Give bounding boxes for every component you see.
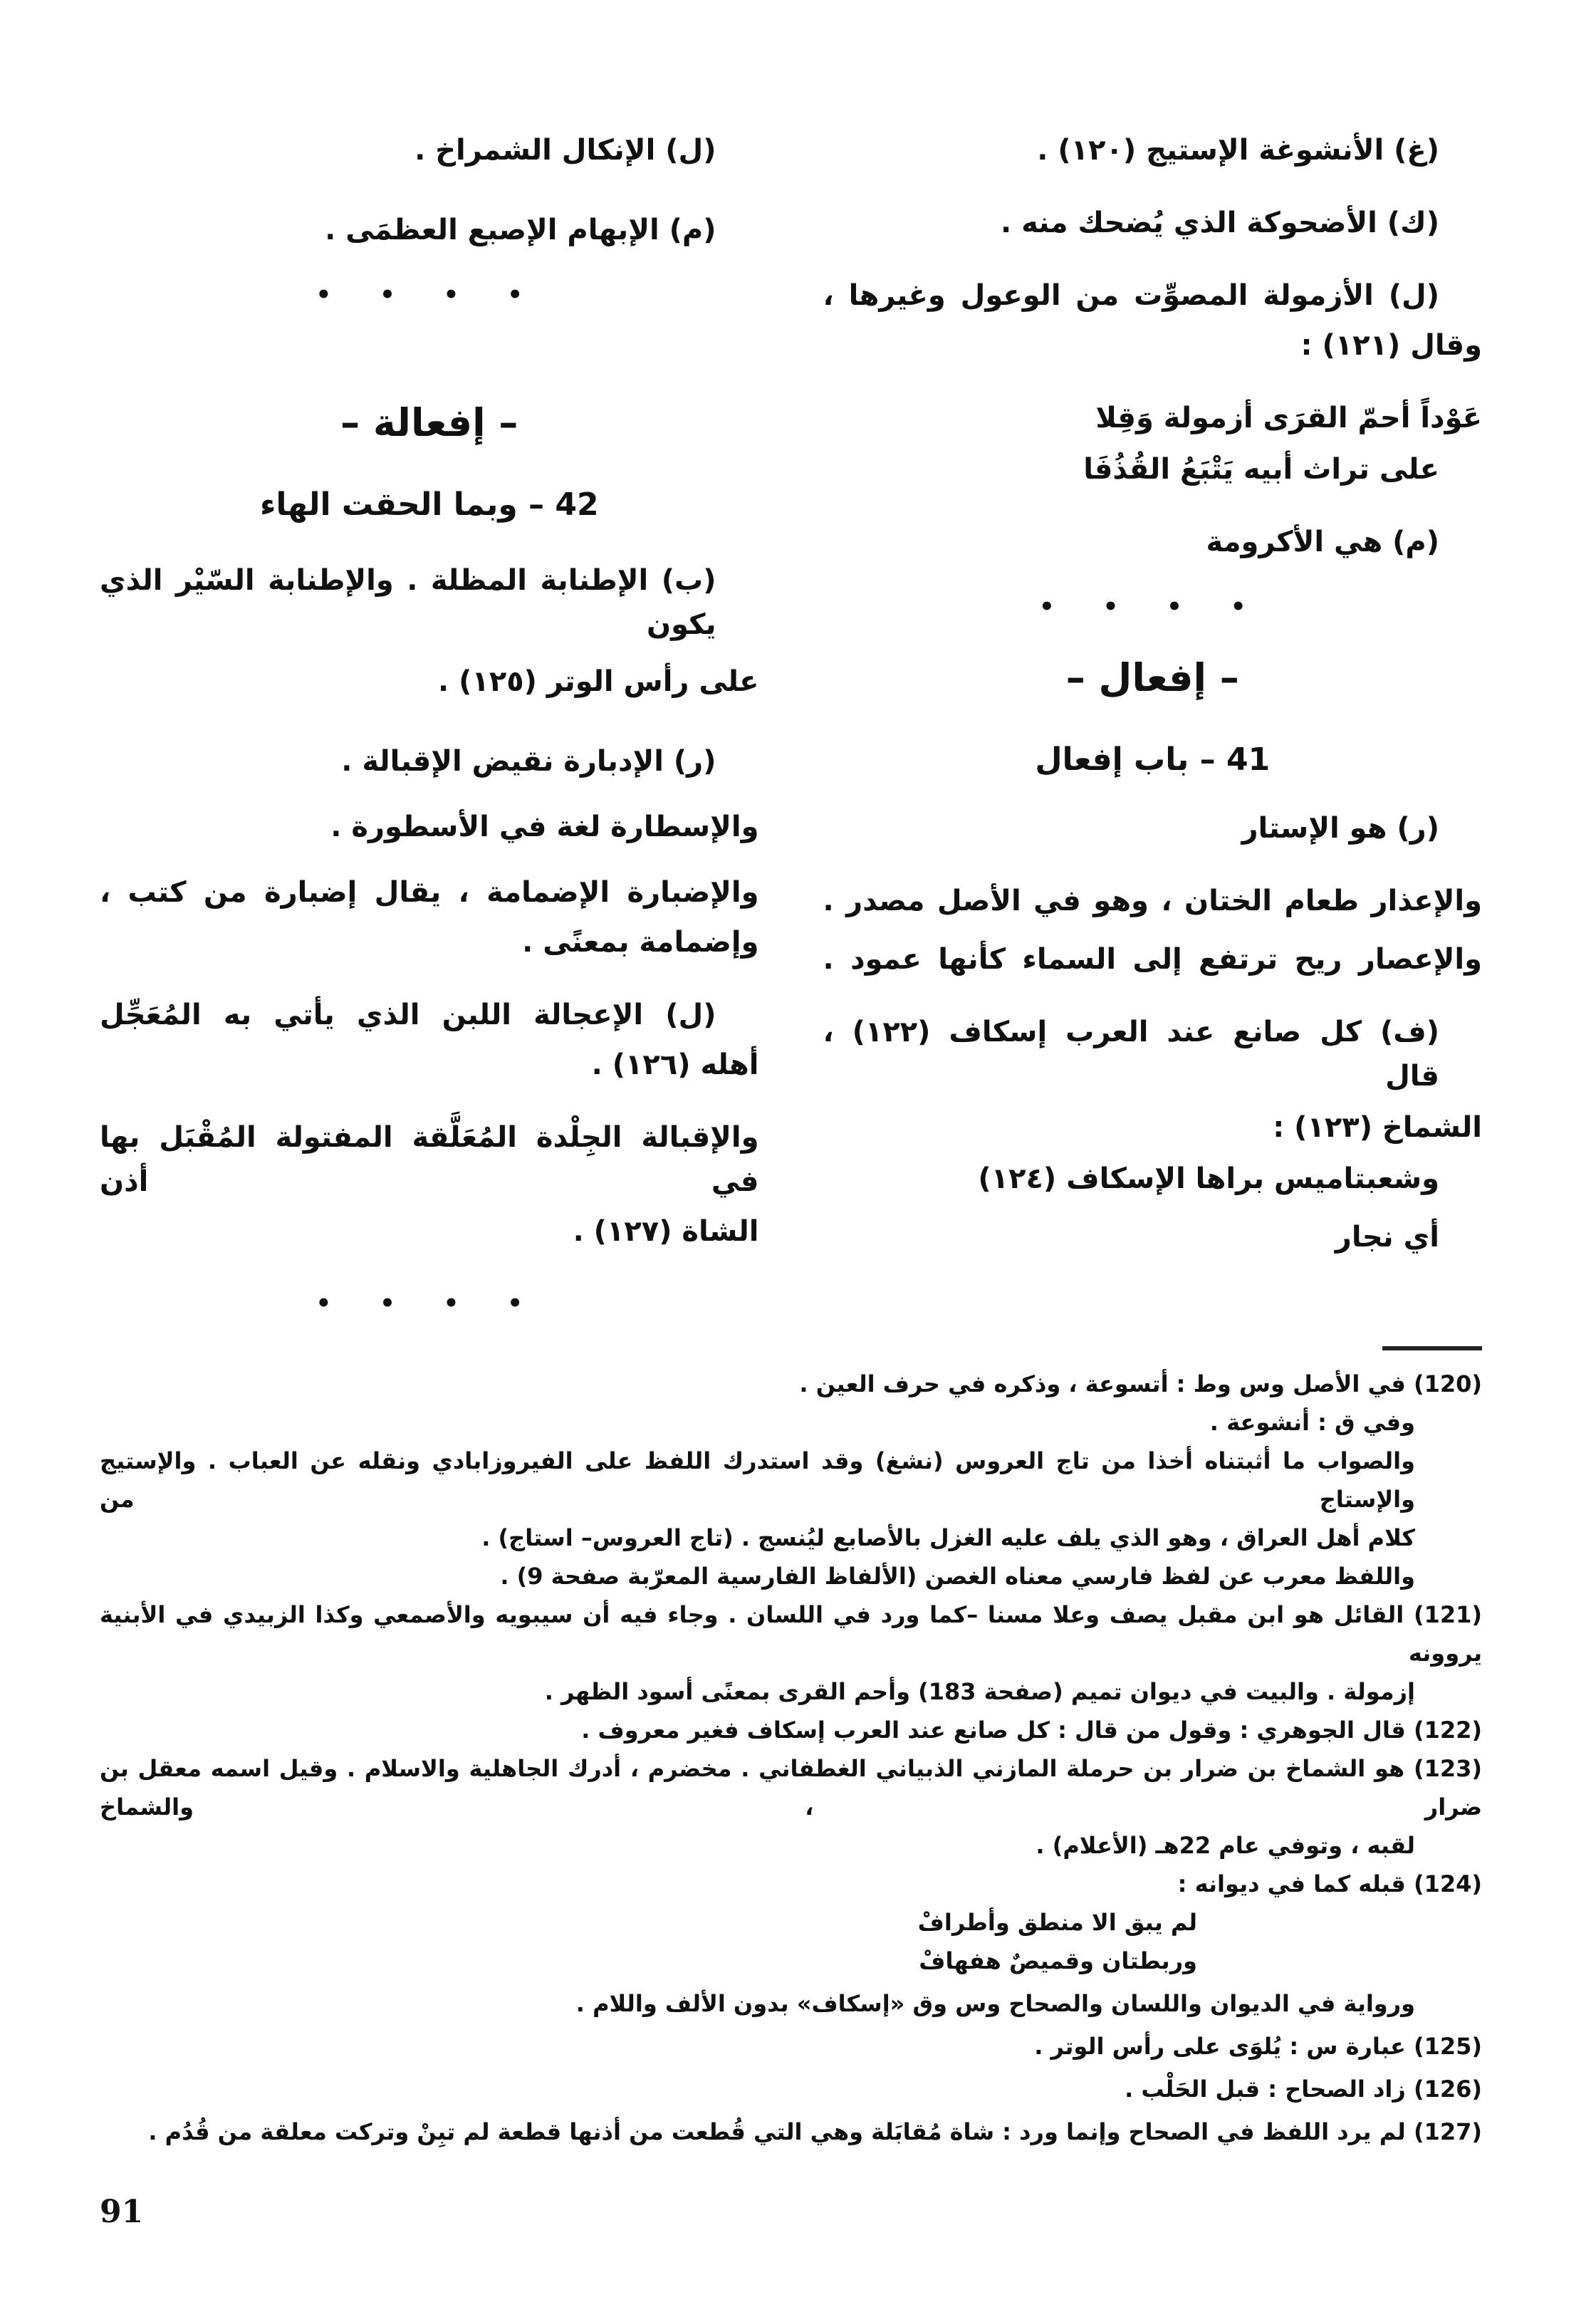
right-column-line: (ل) الأزمولة المصوِّت من الوعول وغيرها ، <box>823 279 1439 312</box>
left-column-line: (ر) الإدبارة نقيض الإقبالة . <box>341 745 716 778</box>
right-column-line: (م) هي الأكرومة <box>1206 526 1439 558</box>
two-column-body <box>100 128 1482 1325</box>
footnote-line: (125) عبارة س : يُلوَى على رأس الوتر . <box>1034 2033 1482 2060</box>
left-column-line: والإقبالة الجِلْدة المُعَلَّقة المفتولة المُقْبَل بها في أذن <box>100 1121 759 1198</box>
right-column-line: (ك) الأضحوكة الذي يُضحك منه . <box>1001 207 1439 239</box>
right-column-line: (غ) الأنشوغة الإستيج (١٢٠) . <box>1037 134 1439 167</box>
left-column-line: (ل) الإعجالة اللبن الذي يأتي به المُعَجِّل <box>100 999 716 1031</box>
right-column-line: عَوْداً أحمّ القرَى أزمولة وَقِلا <box>1095 402 1482 434</box>
footnotes <box>100 1365 1482 2151</box>
right-column-line: وقال (١٢١) : <box>1300 329 1482 362</box>
section-divider-dots: • • • • <box>315 1289 543 1318</box>
footnote-line: (123) هو الشماخ بن ضرار بن حرملة المازني الذبياني الغطفاني . مخضرم ، أدرك الجاهلية والاسلام . وقيل اسمه معقل بن ضرار ، والشماخ <box>100 1755 1482 1821</box>
left-column-line: (ب) الإطنابة المظلة . والإطنابة السّيْر الذي يكون <box>100 564 716 641</box>
right-column-line: (ر) هو الإستار <box>1241 812 1439 845</box>
right-column-line: والإعذار طعام الختان ، وهو في الأصل مصدر . <box>823 885 1482 917</box>
right-column-line: والإعصار ريح ترتفع إلى السماء كأنها عمود . <box>823 943 1482 976</box>
left-column-line: (ل) الإنكال الشمراخ . <box>414 134 716 167</box>
section-heading: – إفعالة – <box>340 400 518 445</box>
section-divider-dots: • • • • <box>1039 593 1266 621</box>
footnote-line: ورواية في الديوان واللسان والصحاح وس وق «إسكاف» بدون الألف واللام . <box>575 1990 1415 2017</box>
section-divider-dots: • • • • <box>315 281 543 309</box>
footnote-line: (121) القائل هو ابن مقبل يصف وعلا مسنا –كما ورد في اللسان . وجاء فيه أن سيبويه والأصمعي وكذا الزبيدي في الأبنية يروونه <box>100 1601 1482 1667</box>
left-column-line: على رأس الوتر (١٢٥) . <box>438 665 759 698</box>
footnote-line: لم يبق الا منطق وأطرافْ <box>917 1909 1197 1936</box>
footnote-line: (122) قال الجوهري : وقول من قال : كل صانع عند العرب إسكاف فغير معروف . <box>581 1717 1482 1744</box>
left-column-line: والإضبارة الإضمامة ، يقال إضبارة من كتب ، <box>100 876 759 909</box>
footnote-line: لقبه ، وتوفي عام 22هـ (الأعلام) . <box>1036 1832 1415 1859</box>
left-column-line: أهله (١٢٦) . <box>591 1048 759 1081</box>
footnote-line: (124) قبله كما في ديوانه : <box>1177 1870 1482 1897</box>
left-column <box>100 128 759 1325</box>
right-column-line: وشعبتاميس براها الإسكاف (١٢٤) <box>978 1162 1439 1195</box>
left-column-line: (م) الإبهام الإصبع العظمَى . <box>325 214 716 246</box>
left-column-line: وإضمامة بمعنًى . <box>522 926 759 959</box>
footnote-line: (120) في الأصل وس وط : أتسوعة ، وذكره في حرف العين . <box>799 1370 1482 1397</box>
chapter-heading: 42 – وبما الحقت الهاء <box>259 486 599 523</box>
footnote-line: (126) زاد الصحاح : قبل الحَلْب . <box>1125 2076 1482 2103</box>
footnote-line: وفي ق : أنشوعة . <box>1209 1409 1415 1436</box>
right-column-line: (ف) كل صانع عند العرب إسكاف (١٢٢) ، قال <box>823 1016 1440 1093</box>
page-number: 91 <box>100 2194 144 2230</box>
footnote-line: والصواب ما أثبتناه أخذا من تاج العروس (نشغ) وقد استدرك اللفظ على الفيروزابادي ونقله عن العباب . والإستيج والإستاج من <box>100 1447 1415 1513</box>
footnote-line: إزمولة . والبيت في ديوان تميم (صفحة 183) وأحم القرى بمعنًى أسود الظهر . <box>544 1678 1415 1705</box>
left-column-line: والإسطارة لغة في الأسطورة . <box>330 811 759 843</box>
right-column <box>823 128 1483 1325</box>
footnote-line: كلام أهل العراق ، وهو الذي يلف عليه الغزل بالأصابع ليُنسج . (تاج العروس– استاج) . <box>481 1524 1415 1551</box>
right-column-line: الشماخ (١٢٣) : <box>1273 1111 1482 1144</box>
footnote-line: واللفظ معرب عن لفظ فارسي معناه الغصن (الألفاظ الفارسية المعرّبة صفحة 9) . <box>500 1563 1415 1590</box>
footnote-separator-rule <box>1382 1346 1482 1350</box>
footnote-line: (127) لم يرد اللفظ في الصحاح وإنما ورد : شاة مُقابَلة وهي التي قُطعت من أذنها قطعة لم تبِنْ وتركت معلقة من قُدُم . <box>148 2118 1482 2145</box>
right-column-line: أي نجار <box>1335 1221 1439 1254</box>
chapter-heading: 41 – باب إفعال <box>1035 741 1271 778</box>
right-column-line: على تراث أبيه يَتْبَعُ القُذُفَا <box>1083 453 1439 486</box>
section-heading: – إفعال – <box>1065 655 1239 700</box>
left-column-line: الشاة (١٢٧) . <box>573 1215 759 1248</box>
footnote-line: وربطتان وقميصٌ هفهافْ <box>919 1947 1197 1974</box>
